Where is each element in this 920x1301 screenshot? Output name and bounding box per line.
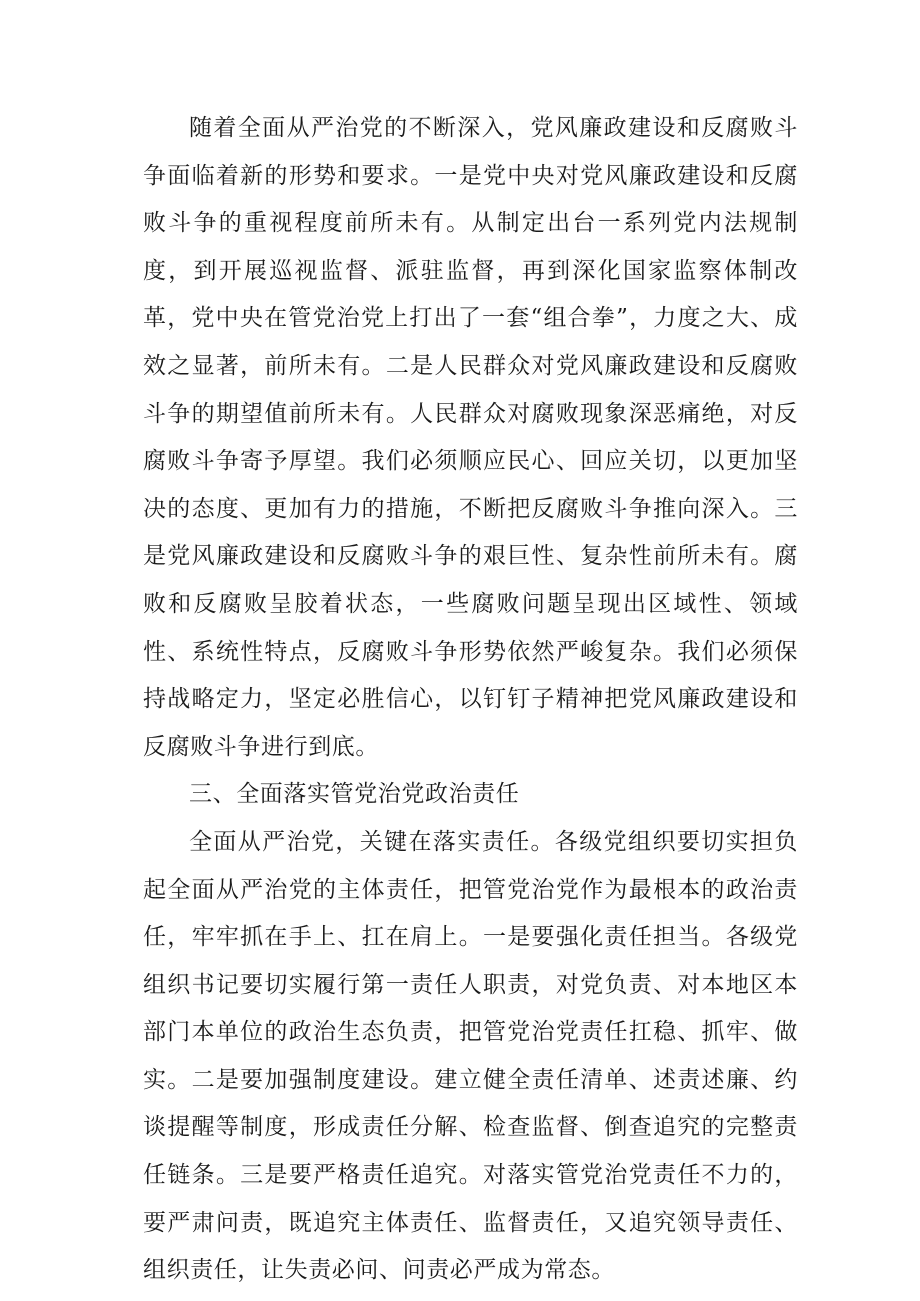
paragraph-situation: 随着全面从严治党的不断深入，党风廉政建设和反腐败斗争面临着新的形势和要求。一是党中央对党风廉政建设和反腐败斗争的重视程度前所未有。从制定出台一系列党内法规制度，到开展巡视监督、派驻监督，再到深化国家监察体制改革，党中央在管党治党上打出了一套“组合拳”，力度之大、成效之显著，前所未有。二是人民群众对党风廉政建设和反腐败斗争的期望值前所未有。人民群众对腐败现象深恶痛绝，对反腐败斗争寄予厚望。我们必须顺应民心、回应关切，以更加坚决的态度、更加有力的措施，不断把反腐败斗争推向深入。三是党风廉政建设和反腐败斗争的艰巨性、复杂性前所未有。腐败和反腐败呈胶着状态，一些腐败问题呈现出区域性、领域性、系统性特点，反腐败斗争形势依然严峻复杂。我们必须保持战略定力，坚定必胜信心，以钉钉子精神把党风廉政建设和反腐败斗争进行到底。	[143, 115, 798, 760]
section-heading-3: 三、全面落实管党治党政治责任	[189, 781, 520, 808]
document-body	[143, 105, 798, 1295]
paragraph-responsibility: 全面从严治党，关键在落实责任。各级党组织要切实担负起全面从严治党的主体责任，把管党治党作为最根本的政治责任，牢牢抓在手上、扛在肩上。一是要强化责任担当。各级党组织书记要切实履行第一责任人职责，对党负责、对本地区本部门本单位的政治生态负责，把管党治党责任扛稳、抓牢、做实。二是要加强制度建设。建立健全责任清单、述责述廉、约谈提醒等制度，形成责任分解、检查监督、倒查追究的完整责任链条。三是要严格责任追究。对落实管党治党责任不力的，要严肃问责，既追究主体责任、监督责任，又追究领导责任、组织责任，让失责必问、问责必严成为常态。	[143, 828, 798, 1284]
